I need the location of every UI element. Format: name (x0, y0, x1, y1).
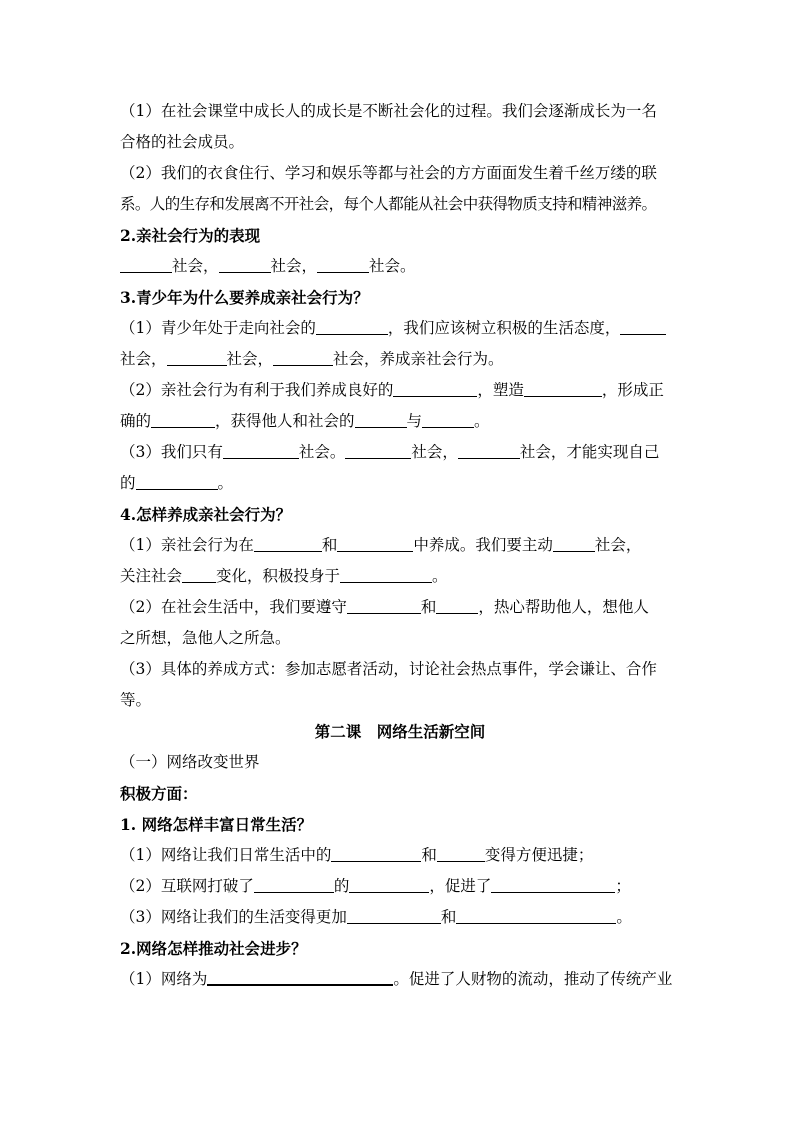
fill-blank (331, 844, 421, 862)
fill-blank (458, 441, 520, 459)
text-run: 关注社会 (120, 567, 183, 585)
text-line (120, 468, 680, 499)
fill-blank (254, 534, 322, 552)
text-run: 之所想，急他人之所急。 (120, 629, 291, 647)
text-run: 与 (406, 412, 423, 430)
text-run: 合格的社会成员。 (120, 133, 245, 151)
fill-blank (355, 410, 407, 428)
heading-text: 4.怎样养成亲社会行为？ (120, 505, 292, 524)
text-line (120, 871, 680, 902)
text-run: 。 (474, 412, 490, 430)
fill-blank (553, 534, 595, 552)
section-heading (120, 220, 680, 251)
text-run: （1）青少年处于走向社会的 (120, 319, 316, 337)
fill-blank (340, 565, 432, 583)
text-run: 社会， (411, 443, 458, 461)
text-run: ，热心帮助他人，想他人 (478, 598, 649, 616)
text-line (120, 158, 680, 189)
text-line (120, 964, 680, 995)
text-line (120, 592, 680, 623)
text-run: 的 (333, 877, 350, 895)
text-run: （3）网络让我们的生活变得更加 (120, 908, 347, 926)
text-run: 。 (616, 908, 632, 926)
fill-blank (219, 255, 271, 273)
text-line (120, 902, 680, 933)
text-line (120, 375, 680, 406)
text-run: 社会，养成亲社会行为。 (333, 350, 504, 368)
text-run: （一）网络改变世界 (120, 753, 260, 771)
text-run: 和 (321, 536, 338, 554)
text-run: 。 (432, 567, 448, 585)
text-run: 变化，积极投身于 (216, 567, 341, 585)
section-heading (120, 499, 680, 530)
text-line (120, 623, 680, 654)
text-run: 社会， (172, 257, 219, 275)
fill-blank (349, 875, 429, 893)
text-run: 社会， (594, 536, 642, 554)
fill-blank (273, 348, 333, 366)
text-run: ，获得他人和社会的 (215, 412, 355, 430)
text-run: 等。 (120, 691, 152, 709)
fill-blank (254, 875, 334, 893)
text-run: （2）我们的衣食住行、学习和娱乐等都与社会的方方面面发生着千丝万缕的联 (120, 164, 657, 182)
text-run: ，塑造 (477, 381, 524, 399)
text-run: 中养成。我们要主动 (413, 536, 553, 554)
fill-blank (136, 472, 218, 490)
text-run: ，促进了 (429, 877, 492, 895)
heading-text: 2.亲社会行为的表现 (120, 226, 261, 245)
fill-blank (422, 410, 474, 428)
text-line (120, 406, 680, 437)
text-line (120, 840, 680, 871)
text-run: （2）在社会生活中，我们要遵守 (120, 598, 347, 616)
text-line (120, 251, 680, 282)
fill-blank (337, 534, 413, 552)
text-run: ，形成正 (601, 381, 664, 399)
text-line (120, 127, 680, 158)
section-heading (120, 778, 680, 809)
fill-blank (620, 317, 666, 335)
fill-blank (491, 875, 615, 893)
text-run: ，我们应该树立积极的生活态度， (387, 319, 621, 337)
fill-blank (120, 255, 172, 273)
text-run: 。 (217, 474, 234, 492)
fill-blank (207, 967, 393, 986)
text-run: 确的 (120, 412, 152, 430)
text-line (120, 96, 680, 127)
section-heading (120, 933, 680, 964)
title-text: 第二课 网络生活新空间 (314, 722, 486, 741)
text-run: （2）互联网打破了 (120, 877, 254, 895)
text-line (120, 747, 680, 778)
text-run: 和 (440, 908, 457, 926)
text-run: （1）网络为 (120, 970, 208, 988)
lesson-title (120, 716, 680, 747)
text-line (120, 437, 680, 468)
text-line (120, 654, 680, 685)
text-run: 社会， (270, 257, 318, 275)
text-run: 社会，才能实现自己 (519, 443, 660, 461)
heading-text: 2.网络怎样推动社会进步？ (120, 939, 307, 958)
text-run: ； (615, 877, 631, 895)
text-run: （1）亲社会行为在 (120, 536, 254, 554)
fill-blank (167, 348, 227, 366)
text-run: （3）我们只有 (120, 443, 223, 461)
fill-blank (316, 317, 388, 335)
fill-blank (347, 596, 421, 614)
text-line (120, 561, 680, 592)
text-run: 和 (420, 598, 437, 616)
document-page (120, 96, 680, 995)
text-line (120, 313, 680, 344)
text-run: 社会， (226, 350, 274, 368)
text-run: 社会。 (369, 257, 416, 275)
text-run: （1）网络让我们日常生活中的 (120, 846, 332, 864)
section-heading (120, 282, 680, 313)
text-run: 系。人的生存和发展离不开社会，每个人都能从社会中获得物质支持和精神滋养。 (120, 195, 657, 213)
fill-blank (347, 906, 441, 924)
text-run: 社会， (120, 350, 167, 368)
text-line (120, 344, 680, 375)
fill-blank (223, 441, 299, 459)
section-heading (120, 809, 680, 840)
fill-blank (393, 379, 477, 397)
fill-blank (456, 906, 616, 924)
fill-blank (437, 844, 485, 862)
fill-blank (524, 379, 602, 397)
text-run: 变得方便迅捷； (484, 846, 594, 864)
heading-text: 1. 网络怎样丰富日常生活？ (120, 815, 313, 834)
text-line (120, 685, 680, 716)
heading-text: 积极方面： (120, 784, 198, 803)
fill-blank (151, 410, 215, 428)
fill-blank (345, 441, 411, 459)
text-run: 和 (421, 846, 437, 864)
text-run: 的 (120, 474, 136, 492)
fill-blank (436, 596, 478, 614)
heading-text: 3.青少年为什么要养成亲社会行为？ (120, 288, 369, 307)
text-run: 。促进了人财物的流动，推动了传统产业 (393, 970, 673, 988)
text-line (120, 530, 680, 561)
text-run: 社会。 (298, 443, 346, 461)
text-run: （1）在社会课堂中成长人的成长是不断社会化的过程。我们会逐渐成长为一名 (120, 102, 657, 120)
fill-blank (182, 565, 216, 583)
text-line (120, 189, 680, 220)
text-run: （2）亲社会行为有利于我们养成良好的 (120, 381, 394, 399)
fill-blank (317, 255, 369, 273)
text-run: （3）具体的养成方式：参加志愿者活动，讨论社会热点事件，学会谦让、合作 (120, 660, 657, 678)
